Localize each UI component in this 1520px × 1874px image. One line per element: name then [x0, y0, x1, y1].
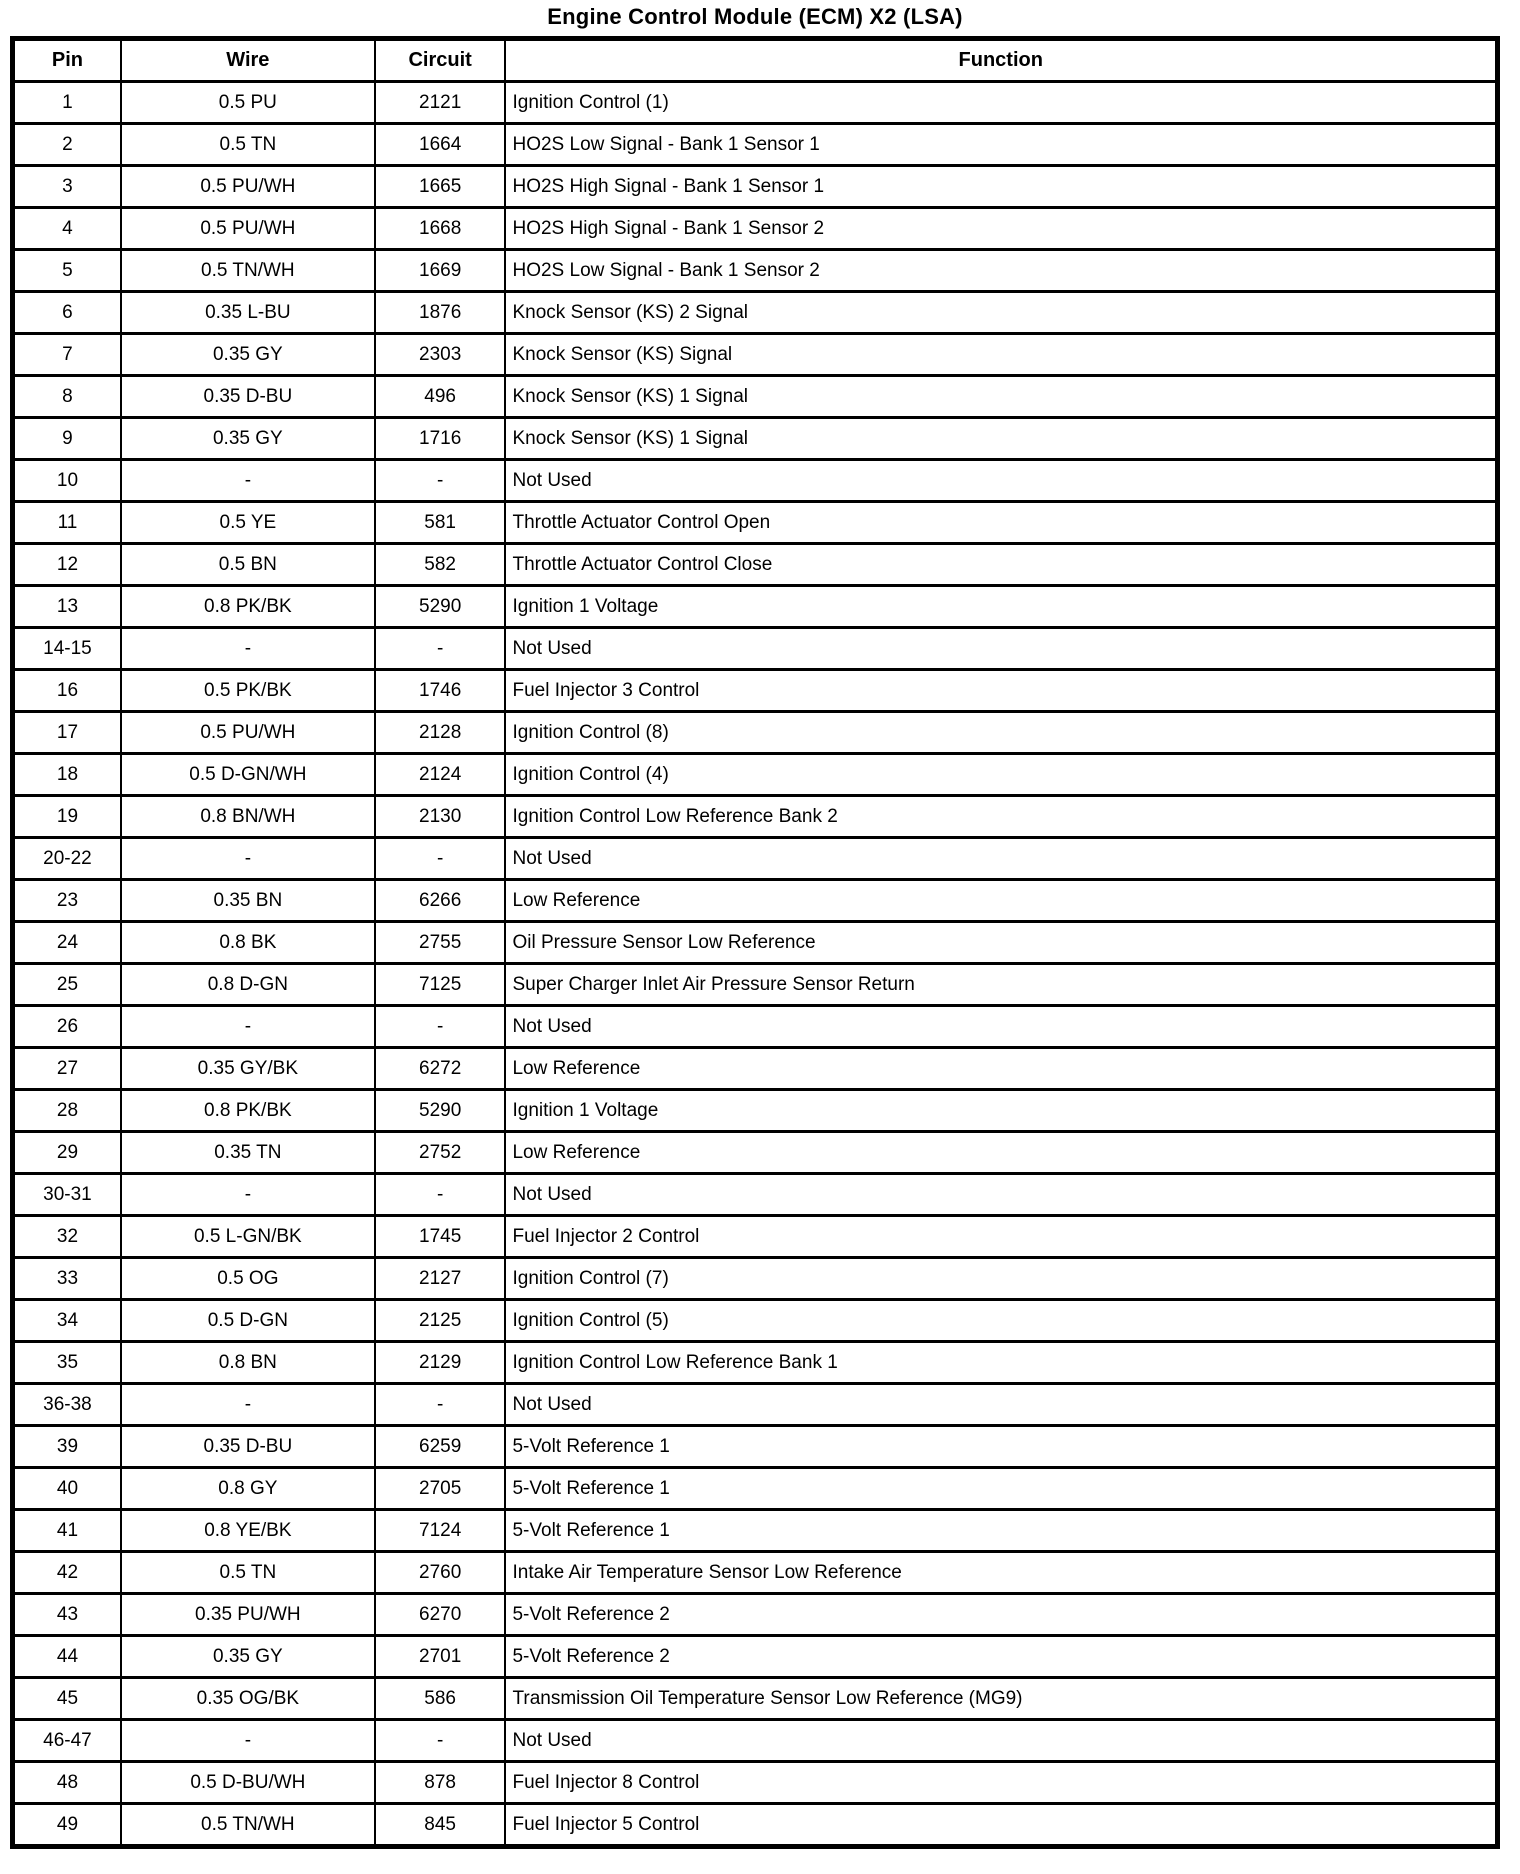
function-cell: Low Reference [505, 1048, 1497, 1090]
pin-cell: 8 [13, 376, 121, 418]
wire-cell: 0.8 D-GN [121, 964, 375, 1006]
wire-cell: 0.5 TN [121, 1552, 375, 1594]
circuit-cell: 1669 [375, 250, 506, 292]
wire-cell: 0.35 PU/WH [121, 1594, 375, 1636]
function-cell: 5-Volt Reference 1 [505, 1510, 1497, 1552]
circuit-cell: - [375, 1384, 506, 1426]
function-cell: HO2S High Signal - Bank 1 Sensor 2 [505, 208, 1497, 250]
pin-cell: 19 [13, 796, 121, 838]
wire-cell: 0.35 D-BU [121, 1426, 375, 1468]
pin-cell: 5 [13, 250, 121, 292]
circuit-cell: 2303 [375, 334, 506, 376]
function-cell: Ignition Control (8) [505, 712, 1497, 754]
pin-cell: 12 [13, 544, 121, 586]
wire-cell: 0.35 D-BU [121, 376, 375, 418]
function-cell: Fuel Injector 5 Control [505, 1804, 1497, 1847]
wire-cell: 0.5 TN/WH [121, 1804, 375, 1847]
function-cell: Not Used [505, 838, 1497, 880]
table-row [13, 1300, 1498, 1342]
pin-cell: 23 [13, 880, 121, 922]
wire-cell: 0.8 BN/WH [121, 796, 375, 838]
wire-cell: 0.35 GY [121, 334, 375, 376]
wire-cell: 0.5 D-GN/WH [121, 754, 375, 796]
table-row [13, 670, 1498, 712]
pin-cell: 49 [13, 1804, 121, 1847]
pin-cell: 24 [13, 922, 121, 964]
table-row [13, 124, 1498, 166]
circuit-cell: 6272 [375, 1048, 506, 1090]
function-cell: HO2S Low Signal - Bank 1 Sensor 1 [505, 124, 1497, 166]
table-row [13, 544, 1498, 586]
wire-cell: 0.5 TN [121, 124, 375, 166]
table-row [13, 880, 1498, 922]
function-cell: Intake Air Temperature Sensor Low Reference [505, 1552, 1497, 1594]
wire-cell: 0.35 BN [121, 880, 375, 922]
circuit-cell: - [375, 1720, 506, 1762]
wire-cell: - [121, 1174, 375, 1216]
wire-cell: 0.8 PK/BK [121, 1090, 375, 1132]
pin-cell: 25 [13, 964, 121, 1006]
wire-cell: 0.5 OG [121, 1258, 375, 1300]
function-cell: 5-Volt Reference 1 [505, 1426, 1497, 1468]
function-cell: 5-Volt Reference 2 [505, 1636, 1497, 1678]
function-cell: Not Used [505, 1174, 1497, 1216]
function-cell: Ignition Control (5) [505, 1300, 1497, 1342]
pin-cell: 32 [13, 1216, 121, 1258]
function-cell: Not Used [505, 1006, 1497, 1048]
circuit-cell: 582 [375, 544, 506, 586]
pin-cell: 4 [13, 208, 121, 250]
column-header-pin: Pin [13, 39, 121, 82]
table-row [13, 1342, 1498, 1384]
wire-cell: 0.8 PK/BK [121, 586, 375, 628]
circuit-cell: 2129 [375, 1342, 506, 1384]
header-row [13, 39, 1498, 82]
table-row [13, 1384, 1498, 1426]
circuit-cell: - [375, 1174, 506, 1216]
pin-cell: 20-22 [13, 838, 121, 880]
pin-cell: 46-47 [13, 1720, 121, 1762]
function-cell: Ignition Control (7) [505, 1258, 1497, 1300]
pin-cell: 34 [13, 1300, 121, 1342]
pin-cell: 7 [13, 334, 121, 376]
table-row [13, 922, 1498, 964]
function-cell: Not Used [505, 460, 1497, 502]
pinout-table [10, 36, 1500, 1849]
wire-cell: 0.5 PU/WH [121, 166, 375, 208]
circuit-cell: 2130 [375, 796, 506, 838]
pin-cell: 36-38 [13, 1384, 121, 1426]
table-row [13, 1258, 1498, 1300]
wire-cell: 0.5 PU [121, 82, 375, 124]
pin-cell: 2 [13, 124, 121, 166]
table-row [13, 1804, 1498, 1847]
wire-cell: 0.5 TN/WH [121, 250, 375, 292]
wire-cell: 0.8 YE/BK [121, 1510, 375, 1552]
table-row [13, 1132, 1498, 1174]
table-row [13, 1174, 1498, 1216]
table-row [13, 628, 1498, 670]
function-cell: 5-Volt Reference 2 [505, 1594, 1497, 1636]
function-cell: Ignition 1 Voltage [505, 1090, 1497, 1132]
function-cell: Not Used [505, 628, 1497, 670]
wire-cell: 0.8 BN [121, 1342, 375, 1384]
table-row [13, 1090, 1498, 1132]
function-cell: Fuel Injector 3 Control [505, 670, 1497, 712]
function-cell: Knock Sensor (KS) Signal [505, 334, 1497, 376]
circuit-cell: 581 [375, 502, 506, 544]
circuit-cell: 1746 [375, 670, 506, 712]
function-cell: Ignition Control (1) [505, 82, 1497, 124]
pin-cell: 39 [13, 1426, 121, 1468]
circuit-cell: 496 [375, 376, 506, 418]
circuit-cell: 5290 [375, 1090, 506, 1132]
pin-cell: 42 [13, 1552, 121, 1594]
pin-cell: 16 [13, 670, 121, 712]
circuit-cell: 2124 [375, 754, 506, 796]
circuit-cell: 845 [375, 1804, 506, 1847]
table-row [13, 586, 1498, 628]
table-row [13, 166, 1498, 208]
circuit-cell: 7124 [375, 1510, 506, 1552]
wire-cell: 0.35 GY/BK [121, 1048, 375, 1090]
circuit-cell: 6266 [375, 880, 506, 922]
function-cell: Knock Sensor (KS) 1 Signal [505, 376, 1497, 418]
table-row [13, 1678, 1498, 1720]
function-cell: Ignition Control Low Reference Bank 2 [505, 796, 1497, 838]
table-row [13, 1594, 1498, 1636]
wire-cell: 0.5 D-BU/WH [121, 1762, 375, 1804]
table-row [13, 1006, 1498, 1048]
table-row [13, 1552, 1498, 1594]
column-header-function: Function [505, 39, 1497, 82]
table-row [13, 292, 1498, 334]
function-cell: HO2S Low Signal - Bank 1 Sensor 2 [505, 250, 1497, 292]
column-header-wire: Wire [121, 39, 375, 82]
wire-cell: 0.5 YE [121, 502, 375, 544]
circuit-cell: 2125 [375, 1300, 506, 1342]
function-cell: Low Reference [505, 1132, 1497, 1174]
function-cell: Super Charger Inlet Air Pressure Sensor Return [505, 964, 1497, 1006]
circuit-cell: 2127 [375, 1258, 506, 1300]
pin-cell: 9 [13, 418, 121, 460]
circuit-cell: 5290 [375, 586, 506, 628]
wire-cell: 0.8 GY [121, 1468, 375, 1510]
circuit-cell: 2760 [375, 1552, 506, 1594]
table-row [13, 250, 1498, 292]
circuit-cell: 2705 [375, 1468, 506, 1510]
table-row [13, 1426, 1498, 1468]
wire-cell: - [121, 1006, 375, 1048]
wire-cell: - [121, 628, 375, 670]
wire-cell: - [121, 1720, 375, 1762]
table-row [13, 1510, 1498, 1552]
function-cell: Low Reference [505, 880, 1497, 922]
table-row [13, 754, 1498, 796]
pin-cell: 18 [13, 754, 121, 796]
circuit-cell: 2755 [375, 922, 506, 964]
circuit-cell: 2701 [375, 1636, 506, 1678]
table-row [13, 418, 1498, 460]
pin-cell: 26 [13, 1006, 121, 1048]
wire-cell: 0.5 PU/WH [121, 712, 375, 754]
table-row [13, 460, 1498, 502]
wire-cell: - [121, 838, 375, 880]
pin-cell: 30-31 [13, 1174, 121, 1216]
pin-cell: 45 [13, 1678, 121, 1720]
pin-cell: 33 [13, 1258, 121, 1300]
circuit-cell: 6259 [375, 1426, 506, 1468]
pin-cell: 29 [13, 1132, 121, 1174]
function-cell: Knock Sensor (KS) 1 Signal [505, 418, 1497, 460]
pin-cell: 44 [13, 1636, 121, 1678]
circuit-cell: 586 [375, 1678, 506, 1720]
wire-cell: - [121, 1384, 375, 1426]
circuit-cell: 1876 [375, 292, 506, 334]
wire-cell: 0.5 D-GN [121, 1300, 375, 1342]
wire-cell: 0.35 GY [121, 1636, 375, 1678]
circuit-cell: 2752 [375, 1132, 506, 1174]
circuit-cell: - [375, 838, 506, 880]
circuit-cell: 7125 [375, 964, 506, 1006]
circuit-cell: - [375, 628, 506, 670]
pin-cell: 17 [13, 712, 121, 754]
circuit-cell: - [375, 460, 506, 502]
table-row [13, 1762, 1498, 1804]
table-row [13, 838, 1498, 880]
pin-cell: 3 [13, 166, 121, 208]
circuit-cell: 1665 [375, 166, 506, 208]
pin-cell: 6 [13, 292, 121, 334]
table-row [13, 1636, 1498, 1678]
table-row [13, 502, 1498, 544]
pin-cell: 10 [13, 460, 121, 502]
wire-cell: - [121, 460, 375, 502]
function-cell: Fuel Injector 2 Control [505, 1216, 1497, 1258]
function-cell: Fuel Injector 8 Control [505, 1762, 1497, 1804]
wire-cell: 0.35 GY [121, 418, 375, 460]
table-row [13, 1048, 1498, 1090]
table-header [13, 39, 1498, 82]
pin-cell: 35 [13, 1342, 121, 1384]
pin-cell: 27 [13, 1048, 121, 1090]
function-cell: Oil Pressure Sensor Low Reference [505, 922, 1497, 964]
circuit-cell: 1664 [375, 124, 506, 166]
circuit-cell: 1668 [375, 208, 506, 250]
circuit-cell: 878 [375, 1762, 506, 1804]
wire-cell: 0.5 PK/BK [121, 670, 375, 712]
circuit-cell: 2121 [375, 82, 506, 124]
table-row [13, 208, 1498, 250]
function-cell: Ignition Control (4) [505, 754, 1497, 796]
pin-cell: 48 [13, 1762, 121, 1804]
pin-cell: 11 [13, 502, 121, 544]
function-cell: Not Used [505, 1384, 1497, 1426]
table-row [13, 712, 1498, 754]
wire-cell: 0.5 L-GN/BK [121, 1216, 375, 1258]
function-cell: Ignition 1 Voltage [505, 586, 1497, 628]
pin-cell: 40 [13, 1468, 121, 1510]
table-row [13, 82, 1498, 124]
function-cell: Throttle Actuator Control Open [505, 502, 1497, 544]
function-cell: 5-Volt Reference 1 [505, 1468, 1497, 1510]
pin-cell: 43 [13, 1594, 121, 1636]
table-row [13, 376, 1498, 418]
table-row [13, 1216, 1498, 1258]
circuit-cell: 2128 [375, 712, 506, 754]
function-cell: Ignition Control Low Reference Bank 1 [505, 1342, 1497, 1384]
circuit-cell: 6270 [375, 1594, 506, 1636]
circuit-cell: - [375, 1006, 506, 1048]
function-cell: HO2S High Signal - Bank 1 Sensor 1 [505, 166, 1497, 208]
pin-cell: 1 [13, 82, 121, 124]
table-row [13, 796, 1498, 838]
function-cell: Not Used [505, 1720, 1497, 1762]
circuit-cell: 1716 [375, 418, 506, 460]
pin-cell: 13 [13, 586, 121, 628]
function-cell: Throttle Actuator Control Close [505, 544, 1497, 586]
pin-cell: 28 [13, 1090, 121, 1132]
function-cell: Knock Sensor (KS) 2 Signal [505, 292, 1497, 334]
table-body [13, 82, 1498, 1847]
table-row [13, 1720, 1498, 1762]
table-row [13, 334, 1498, 376]
table-row [13, 964, 1498, 1006]
wire-cell: 0.35 TN [121, 1132, 375, 1174]
wire-cell: 0.8 BK [121, 922, 375, 964]
table-row [13, 1468, 1498, 1510]
wire-cell: 0.5 PU/WH [121, 208, 375, 250]
wire-cell: 0.35 OG/BK [121, 1678, 375, 1720]
circuit-cell: 1745 [375, 1216, 506, 1258]
column-header-circuit: Circuit [375, 39, 506, 82]
function-cell: Transmission Oil Temperature Sensor Low Reference (MG9) [505, 1678, 1497, 1720]
page-title: Engine Control Module (ECM) X2 (LSA) [547, 4, 963, 29]
wire-cell: 0.5 BN [121, 544, 375, 586]
pin-cell: 41 [13, 1510, 121, 1552]
wire-cell: 0.35 L-BU [121, 292, 375, 334]
pin-cell: 14-15 [13, 628, 121, 670]
